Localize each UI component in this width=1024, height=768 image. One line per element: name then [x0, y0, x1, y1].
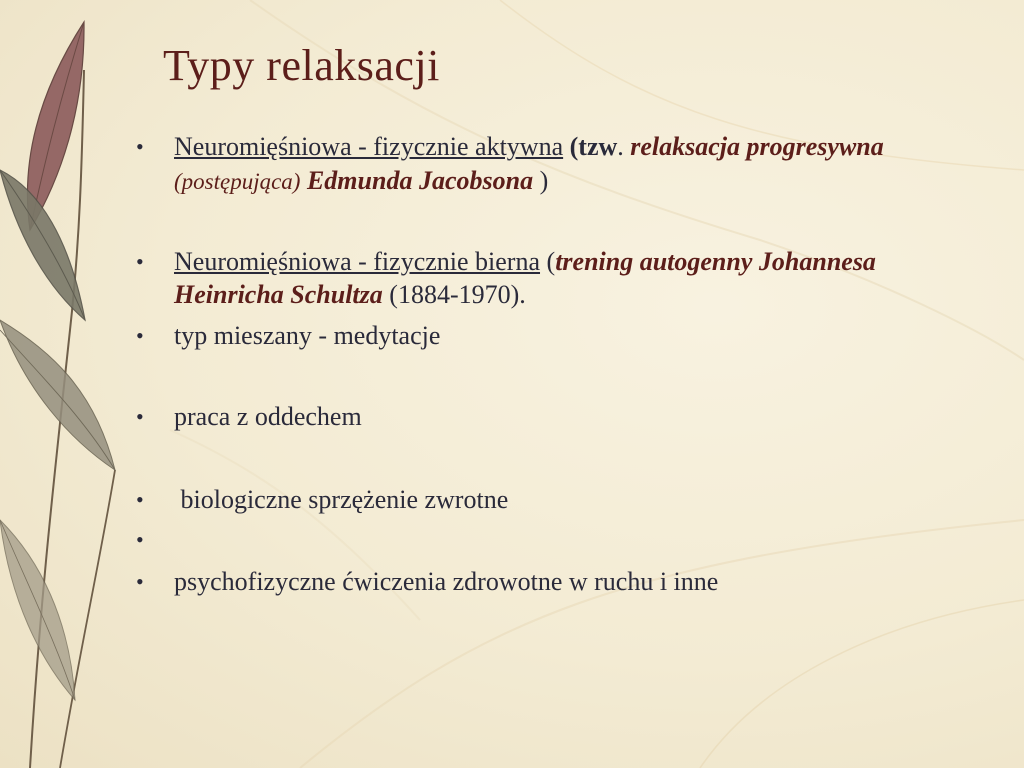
bullet-emphasis-text: relaksacja progresywna	[623, 132, 884, 161]
bullet-text: biologiczne sprzężenie zwrotne	[174, 485, 509, 514]
bullet-icon: •	[136, 323, 144, 348]
bullet-years-text: (1884-1970).	[382, 280, 526, 309]
bullet-text	[174, 130, 926, 198]
bullet-open-paren: (	[540, 247, 556, 276]
bullet-list	[136, 0, 936, 768]
bullet-icon: •	[136, 134, 144, 159]
bullet-text: praca z oddechem	[174, 402, 362, 431]
bullet-author-text: Edmunda Jacobsona	[300, 166, 534, 195]
bullet-bold-text: (tzw	[563, 132, 618, 161]
bullet-item-neuromiesniowa-bierna	[136, 245, 926, 311]
bullet-item-psychofizyczne	[136, 565, 926, 598]
bullet-text: typ mieszany - medytacje	[174, 321, 441, 350]
bullet-emphasis-text: trening autogenny Johannesa Heinricha Schultza	[174, 247, 876, 309]
bullet-closing-paren: )	[533, 166, 549, 195]
bullet-link-text: Neuromięśniowa - fizycznie aktywna	[174, 132, 564, 161]
bullet-link-text: Neuromięśniowa - fizycznie bierna	[174, 247, 541, 276]
bullet-icon: •	[136, 249, 144, 274]
bullet-text	[174, 245, 926, 311]
bullet-item-praca-z-oddechem	[136, 400, 926, 433]
bullet-item-biologiczne-sprzezenie	[136, 483, 926, 516]
bullet-icon: •	[136, 404, 144, 429]
bullet-note-text: (postępująca)	[174, 169, 301, 194]
slide-title: Typy relaksacji	[163, 41, 440, 90]
bullet-item-typ-mieszany	[136, 319, 926, 352]
bullet-icon: •	[136, 487, 144, 512]
bullet-punctuation: .	[617, 132, 624, 161]
bullet-text: psychofizyczne ćwiczenia zdrowotne w ruchu i inne	[174, 567, 719, 596]
bullet-item-neuromiesniowa-aktywna	[136, 130, 926, 198]
bullet-icon: •	[136, 527, 144, 552]
bullet-icon: •	[136, 569, 144, 594]
